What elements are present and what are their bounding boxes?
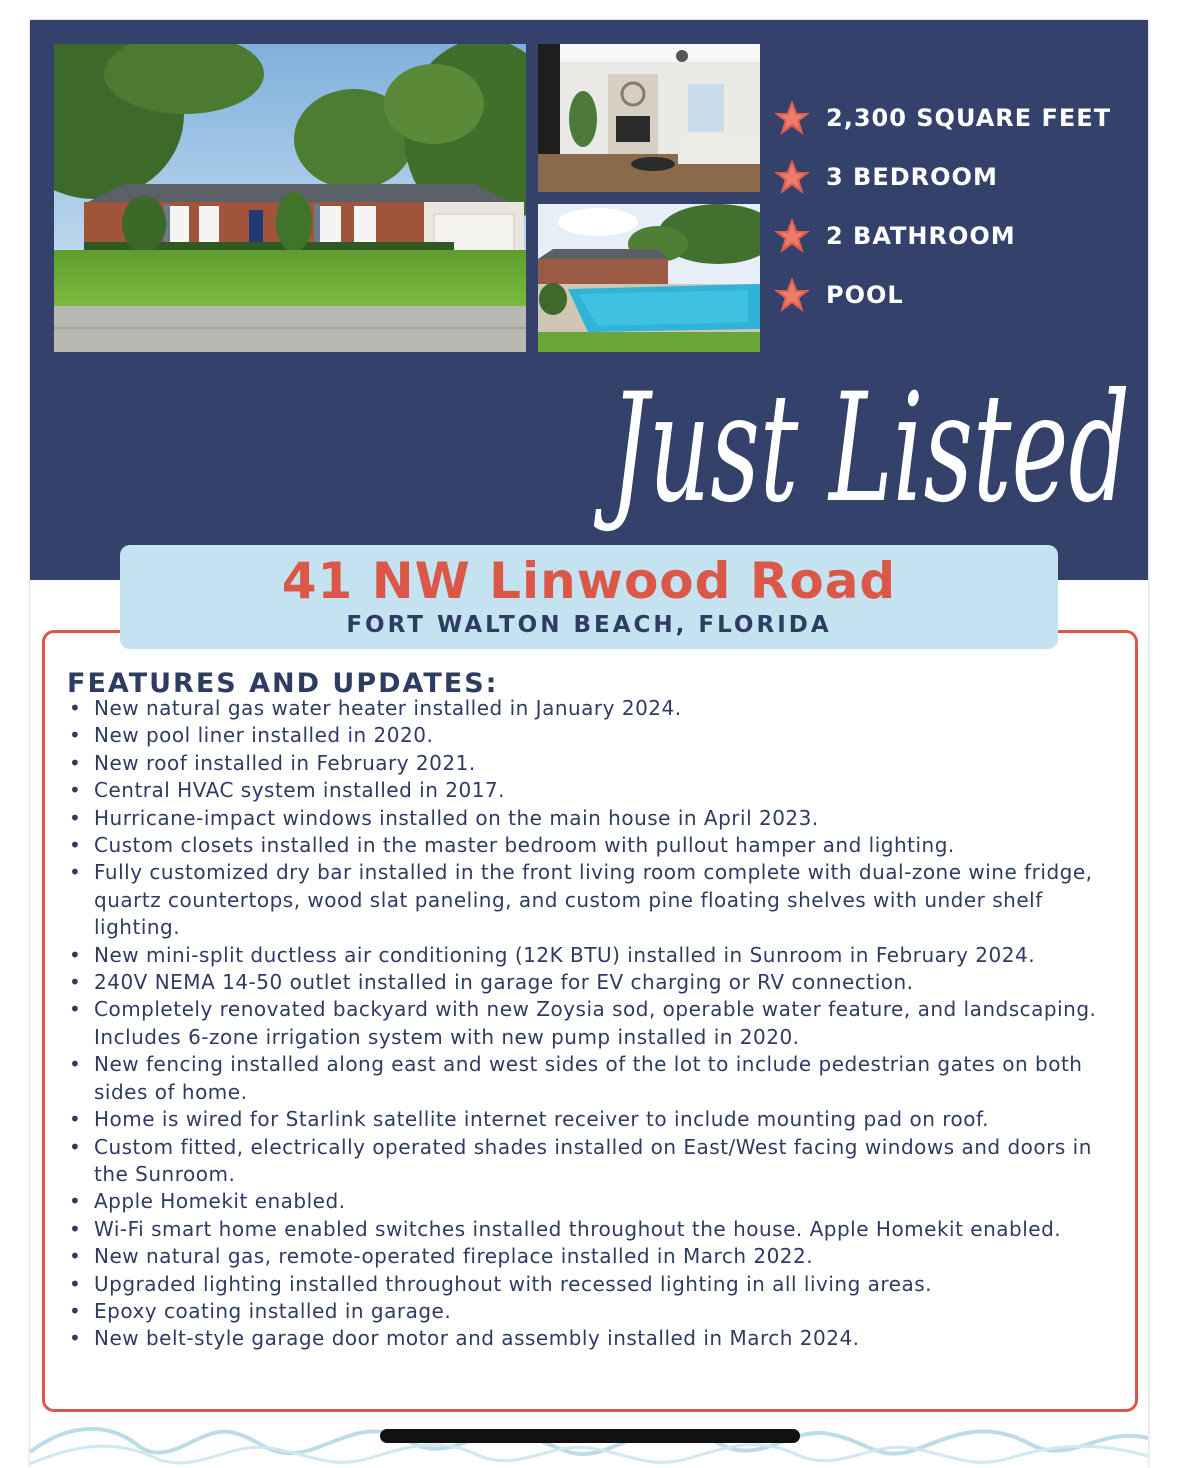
highlight-label: 2,300 SQUARE FEET bbox=[826, 103, 1112, 132]
street-address: 41 NW Linwood Road bbox=[281, 552, 897, 610]
highlight-item bbox=[772, 206, 1142, 265]
highlight-label: 2 BATHROOM bbox=[826, 221, 1016, 250]
property-highlights bbox=[772, 88, 1142, 324]
feature-item: • Apple Homekit enabled. bbox=[65, 1188, 1131, 1215]
house-front-photo bbox=[54, 44, 526, 352]
features-box bbox=[42, 630, 1138, 1412]
highlight-label: POOL bbox=[826, 280, 904, 309]
feature-item: • New roof installed in February 2021. bbox=[65, 750, 1131, 777]
highlight-label: 3 BEDROOM bbox=[826, 162, 998, 191]
starfish-icon bbox=[772, 216, 812, 256]
feature-item: • Completely renovated backyard with new Zoysia sod, operable water feature, and landscaping. Includes 6-zone irrigation system with new pump installed in 2020. bbox=[65, 996, 1131, 1051]
starfish-icon bbox=[772, 275, 812, 315]
features-list bbox=[65, 695, 1131, 1353]
features-heading: FEATURES AND UPDATES: bbox=[67, 668, 499, 699]
feature-item: • 240V NEMA 14-50 outlet installed in garage for EV charging or RV connection. bbox=[65, 969, 1131, 996]
feature-item: • New natural gas, remote-operated fireplace installed in March 2022. bbox=[65, 1243, 1131, 1270]
top-banner bbox=[30, 20, 1148, 580]
starfish-icon bbox=[772, 157, 812, 197]
feature-item: • Upgraded lighting installed throughout with recessed lighting in all living areas. bbox=[65, 1271, 1131, 1298]
feature-item: • New pool liner installed in 2020. bbox=[65, 722, 1131, 749]
city-state: FORT WALTON BEACH, FLORIDA bbox=[346, 612, 832, 638]
feature-item: • Custom fitted, electrically operated shades installed on East/West facing windows and doors in the Sunroom. bbox=[65, 1134, 1131, 1189]
address-box bbox=[120, 545, 1058, 649]
feature-item: • New mini-split ductless air conditioning (12K BTU) installed in Sunroom in February 2024. bbox=[65, 942, 1131, 969]
feature-item: • Hurricane-impact windows installed on the main house in April 2023. bbox=[65, 805, 1131, 832]
feature-item: • Wi-Fi smart home enabled switches installed throughout the house. Apple Homekit enabled. bbox=[65, 1216, 1131, 1243]
feature-item: • Epoxy coating installed in garage. bbox=[65, 1298, 1131, 1325]
feature-item: • Custom closets installed in the master bedroom with pullout hamper and lighting. bbox=[65, 832, 1131, 859]
highlight-item bbox=[772, 88, 1142, 147]
just-listed-script-title bbox=[590, 325, 1148, 555]
feature-item: • New belt-style garage door motor and assembly installed in March 2024. bbox=[65, 1325, 1131, 1352]
home-indicator-bar[interactable] bbox=[380, 1429, 800, 1443]
highlight-item bbox=[772, 147, 1142, 206]
starfish-icon bbox=[772, 98, 812, 138]
feature-item: • Central HVAC system installed in 2017. bbox=[65, 777, 1131, 804]
feature-item: • New natural gas water heater installed in January 2024. bbox=[65, 695, 1131, 722]
highlight-item bbox=[772, 265, 1142, 324]
flyer-page bbox=[30, 20, 1148, 1468]
feature-item: • Fully customized dry bar installed in the front living room complete with dual-zone wine fridge, quartz countertops, wood slat paneling, and custom pine floating shelves with under shelf lighting. bbox=[65, 859, 1131, 941]
living-room-photo bbox=[538, 44, 760, 192]
feature-item: • New fencing installed along east and west sides of the lot to include pedestrian gates on both sides of home. bbox=[65, 1051, 1131, 1106]
feature-item: • Home is wired for Starlink satellite internet receiver to include mounting pad on roof. bbox=[65, 1106, 1131, 1133]
script-title-text: Just Listed bbox=[593, 362, 1130, 536]
